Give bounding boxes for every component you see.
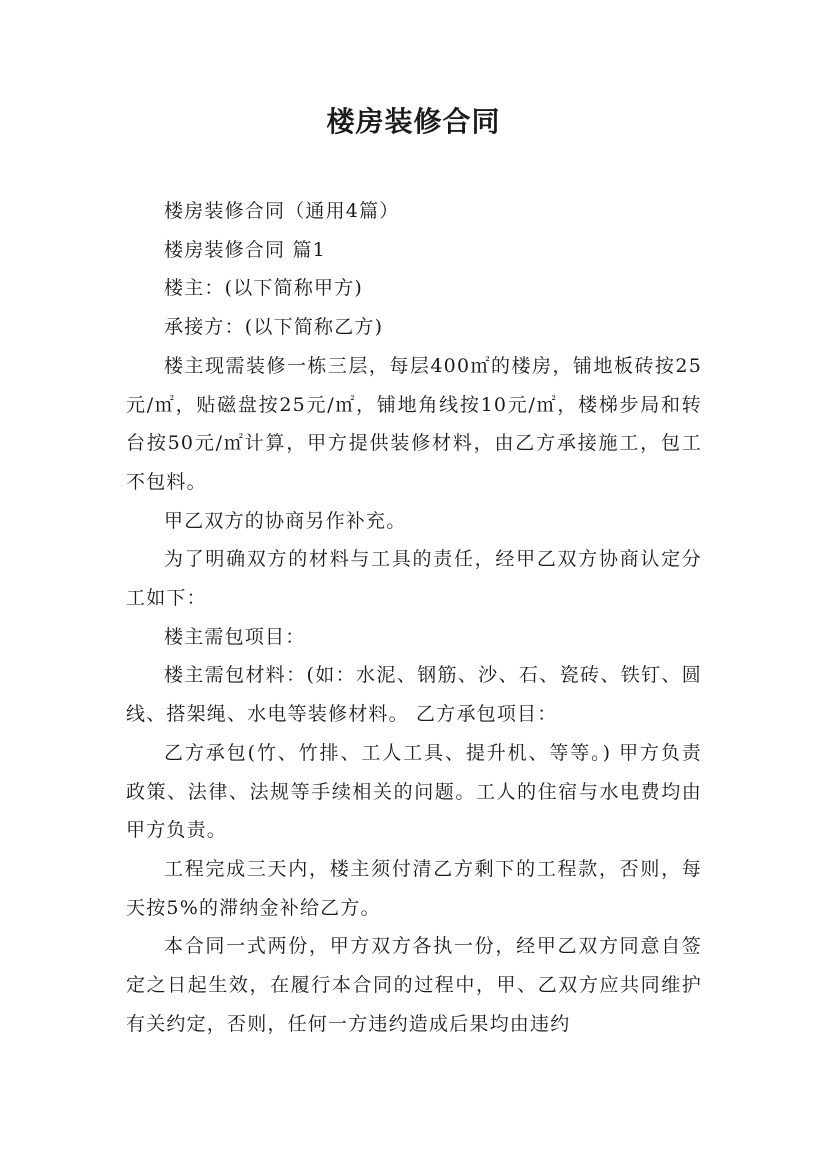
paragraph-party-a: 楼主：(以下简称甲方) [164, 277, 364, 300]
paragraph-contract-validity: 本合同一式两份，甲方双方各执一份，经甲乙双方同意自签定之日起生效，在履行本合同的过程中，甲、乙双方应共同维护有关约定，否则，任何一方违约造成后果均由违约 [126, 935, 702, 1035]
document-body [126, 192, 702, 1043]
paragraph-payment-terms: 工程完成三天内，楼主须付清乙方剩下的工程款，否则，每天按5%的滞纳金补给乙方。 [126, 857, 702, 919]
paragraph-party-b: 承接方：(以下简称乙方) [164, 316, 384, 339]
paragraph-subtitle: 楼房装修合同（通用4篇） [164, 200, 400, 222]
paragraph-division-of-labor: 为了明确双方的材料与工具的责任，经甲乙双方协商认定分工如下： [126, 548, 702, 610]
paragraph-supplement: 甲乙双方的协商另作补充。 [164, 509, 407, 532]
paragraph-pricing: 楼主现需装修一栋三层，每层400㎡的楼房，铺地板砖按25元/㎡，贴磁盘按25元/㎡，铺地角线按10元/㎡，楼梯步局和转台按50元/㎡计算，甲方提供装修材料，由乙方承接施工，包工不包料。 [126, 354, 702, 493]
paragraph-owner-items: 楼主需包项目： [164, 625, 306, 648]
paragraph-contractor-items: 乙方承包(竹、竹排、工人工具、提升机、等等。) 甲方负责政策、法律、法规等手续相关的问题。工人的住宿与水电费均由甲方负责。 [126, 741, 702, 842]
document-title: 楼房装修合同 [326, 105, 501, 138]
paragraph-section-heading: 楼房装修合同 篇1 [164, 238, 326, 261]
paragraph-owner-materials: 楼主需包材料：(如：水泥、钢筋、沙、石、瓷砖、铁钉、圆线、搭架绳、水电等装修材料。 乙方承包项目： [126, 664, 702, 726]
